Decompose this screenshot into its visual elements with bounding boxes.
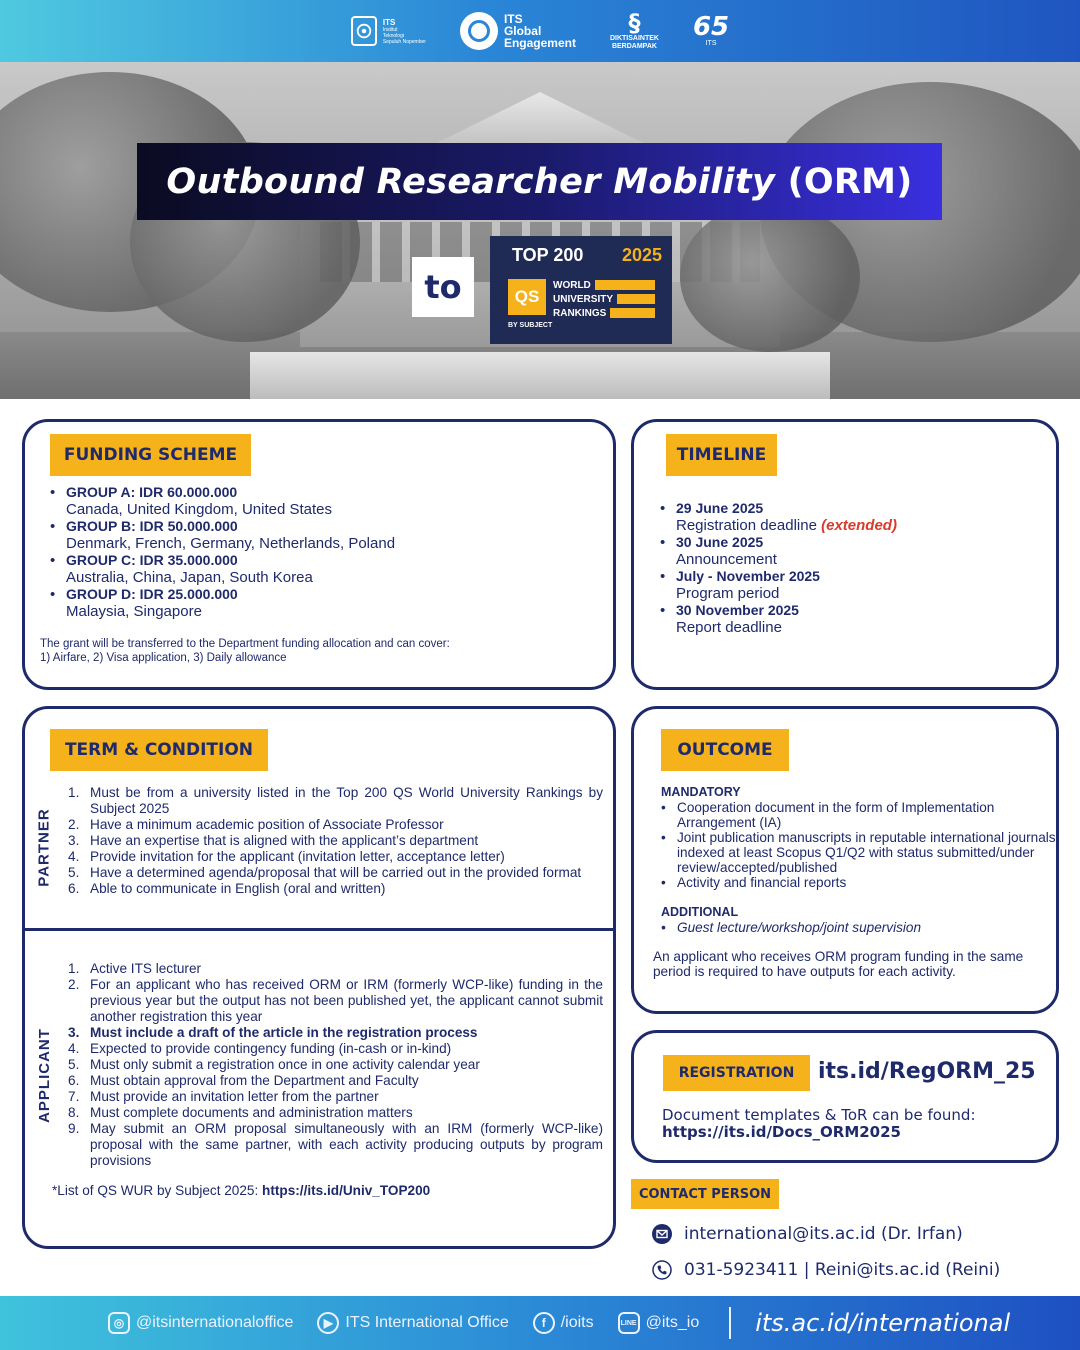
- list-item: • Cooperation document in the form of Implementation Arrangement (IA): [661, 800, 1056, 830]
- applicant-list: [68, 961, 603, 1169]
- list-item: Able to communicate in English (oral and written): [90, 881, 386, 896]
- list-item: Must be from a university listed in the Top 200 QS World University Rankings by Subject 2025: [90, 785, 603, 816]
- timeline-desc: Program period: [676, 585, 780, 602]
- line-link[interactable]: [618, 1312, 700, 1334]
- terms-card: [22, 706, 616, 1249]
- header-banner: [0, 0, 1080, 62]
- extended-badge: (extended): [821, 517, 897, 534]
- funding-group-countries: Denmark, French, Germany, Netherlands, Poland: [66, 535, 396, 552]
- youtube-handle: ITS International Office: [345, 1314, 509, 1331]
- list-item: Must only submit a registration once in one activity calendar year: [90, 1057, 480, 1072]
- footnote-prefix: *List of QS WUR by Subject 2025:: [52, 1183, 263, 1198]
- list-item: [50, 586, 395, 620]
- qs-sub-label: BY SUBJECT: [508, 322, 553, 329]
- funding-note: [40, 637, 450, 665]
- its-logo-line: Institut: [382, 26, 398, 33]
- funding-group-label: • GROUP A: IDR 60.000.000: [66, 484, 238, 500]
- list-item: [660, 500, 897, 534]
- doc-templates-text: Document templates & ToR can be found:: [662, 1106, 976, 1124]
- list-item: Have an expertise that is aligned with the applicant’s department: [90, 833, 479, 848]
- mandatory-list: [661, 800, 1056, 890]
- list-item: [50, 484, 395, 518]
- funding-group-label: • GROUP C: IDR 35.000.000: [66, 552, 238, 568]
- registration-link[interactable]: its.id/RegORM_25: [818, 1059, 1036, 1084]
- funding-list: [50, 484, 395, 620]
- funding-group-label: • GROUP D: IDR 25.000.000: [66, 586, 238, 602]
- list-item: • Guest lecture/workshop/joint supervision: [661, 920, 1056, 935]
- facebook-handle: /ioits: [560, 1314, 594, 1331]
- list-item: For an applicant who has received ORM or IRM (formerly WCP-like) funding in the previous year but the output has not been published yet, the applicant cannot submit another registration this year: [90, 977, 603, 1024]
- timeline-desc: Registration deadline: [676, 517, 817, 534]
- list-item: • Joint publication manuscripts in reputable international journals indexed at least Scopus Q1/Q2 with status submitted/under review/accepted/published: [661, 830, 1056, 875]
- qs-list-footnote: [52, 1183, 430, 1198]
- timeline-card: [631, 419, 1059, 690]
- timeline-desc: Report deadline: [676, 619, 782, 636]
- hero-tree: [680, 202, 860, 352]
- timeline-desc: Announcement: [676, 551, 777, 568]
- qs-year: 2025: [621, 245, 662, 265]
- additional-list: [661, 920, 1056, 935]
- qs-line: RANKINGS: [553, 307, 607, 319]
- global-engagement-logo: [460, 12, 576, 50]
- timeline-tag: TIMELINE: [666, 434, 777, 476]
- funding-group-countries: Malaysia, Singapore: [66, 603, 202, 620]
- facebook-icon: f: [533, 1312, 555, 1334]
- timeline-date: • 29 June 2025: [676, 500, 764, 516]
- funding-note-line: 1) Airfare, 2) Visa application, 3) Daily allowance: [40, 652, 287, 664]
- partner-label: PARTNER: [35, 808, 53, 887]
- contact-email[interactable]: international@its.ac.id (Dr. Irfan): [684, 1224, 963, 1244]
- its-logo-line: ITS: [382, 17, 396, 27]
- funding-group-countries: Australia, China, Japan, South Korea: [66, 569, 313, 586]
- list-item: Must include a draft of the article in the registration process: [90, 1025, 478, 1040]
- list-item: Have a minimum academic position of Associate Professor: [90, 817, 444, 832]
- registration-card: [631, 1030, 1059, 1163]
- funding-group-label: • GROUP B: IDR 50.000.000: [66, 518, 238, 534]
- diktisaintek-line: DIKTISAINTEK: [609, 35, 659, 42]
- partner-list: [68, 785, 603, 897]
- outcome-note: An applicant who receives ORM program funding in the same period is required to have outputs for each activity.: [653, 949, 1024, 979]
- applicant-label: APPLICANT: [35, 1028, 53, 1123]
- hero-photo: [0, 62, 1080, 399]
- line-app-icon: LINE: [618, 1312, 640, 1334]
- its-logo: [351, 16, 426, 46]
- ge-logo-line: ITS: [503, 12, 523, 26]
- youtube-icon: ▶: [317, 1312, 339, 1334]
- list-item: [50, 518, 395, 552]
- section-divider: [25, 928, 613, 931]
- list-item: Must obtain approval from the Department and Faculty: [90, 1073, 419, 1088]
- funding-note-line: The grant will be transferred to the Department funding allocation and can cover:: [40, 638, 450, 650]
- its-logo-line: Sepuluh Nopember: [382, 38, 426, 45]
- hero-pool: [250, 352, 830, 399]
- youtube-link[interactable]: [317, 1312, 508, 1334]
- timeline-date: • 30 June 2025: [676, 534, 764, 550]
- globe-icon: [460, 12, 498, 50]
- its-65-number: 65: [692, 12, 730, 42]
- footer-divider: [729, 1307, 731, 1339]
- list-item: May submit an ORM proposal simultaneously with an IRM (formerly WCP-like) proposal with the same partner, with each activity producing outputs by program provisions: [90, 1121, 603, 1168]
- timeline-list: [660, 500, 897, 636]
- list-item: Active ITS lecturer: [90, 961, 202, 976]
- timeline-date: • 30 November 2025: [676, 602, 799, 618]
- to-label: to: [412, 257, 474, 317]
- outcome-card: [631, 706, 1059, 1014]
- email-icon: [652, 1224, 672, 1244]
- outcome-tag: OUTCOME: [661, 729, 789, 771]
- its-65-label: ITS: [705, 40, 717, 47]
- list-item: Must provide an invitation letter from the partner: [90, 1089, 379, 1104]
- instagram-icon: ◎: [108, 1312, 130, 1334]
- funding-tag: FUNDING SCHEME: [50, 434, 251, 476]
- funding-card: [22, 419, 616, 690]
- list-item: Must complete documents and administration matters: [90, 1105, 413, 1120]
- its-65-logo: [693, 14, 729, 48]
- ge-logo-line: Global: [503, 24, 542, 38]
- list-item: [50, 552, 395, 586]
- qs-line: UNIVERSITY: [553, 293, 614, 305]
- qs-line: WORLD: [553, 279, 591, 291]
- additional-label: ADDITIONAL: [661, 905, 739, 919]
- terms-tag: TERM & CONDITION: [50, 729, 268, 771]
- list-item: Provide invitation for the applicant (invitation letter, acceptance letter): [90, 849, 505, 864]
- website-link[interactable]: its.ac.id/international: [755, 1309, 1011, 1337]
- contact-tag: CONTACT PERSON: [631, 1179, 779, 1209]
- instagram-link[interactable]: [108, 1312, 293, 1334]
- facebook-link[interactable]: [533, 1312, 594, 1334]
- contact-phone[interactable]: 031-5923411 | Reini@its.ac.id (Reini): [684, 1260, 1001, 1280]
- instagram-handle: @itsinternationaloffice: [136, 1314, 294, 1331]
- diktisaintek-swirl-icon: §: [628, 9, 641, 37]
- diktisaintek-line: BERDAMPAK: [611, 43, 657, 50]
- list-item: [660, 568, 897, 602]
- qs-ranking-badge: [490, 236, 672, 344]
- list-item: [660, 602, 897, 636]
- univ-top200-link[interactable]: https://its.id/Univ_TOP200: [262, 1183, 431, 1198]
- qs-logo-icon: QS: [508, 279, 546, 315]
- page-title: [137, 143, 942, 220]
- qs-top-label: TOP 200: [512, 245, 584, 265]
- ge-logo-line: Engagement: [503, 36, 576, 50]
- its-emblem-icon: [351, 16, 377, 46]
- doc-templates-link[interactable]: https://its.id/Docs_ORM2025: [662, 1123, 901, 1141]
- title-main: Outbound Researcher Mobility: [166, 161, 776, 202]
- registration-tag: REGISTRATION: [663, 1055, 810, 1091]
- mandatory-label: MANDATORY: [661, 785, 741, 799]
- timeline-date: • July - November 2025: [676, 568, 820, 584]
- footer-bar: [0, 1296, 1080, 1350]
- diktisaintek-logo: [610, 11, 659, 51]
- its-logo-line: Teknologi: [382, 32, 404, 39]
- contact-email-row: [652, 1224, 963, 1244]
- list-item: Expected to provide contingency funding (in-cash or in-kind): [90, 1041, 452, 1056]
- title-abbr: (ORM): [787, 161, 913, 202]
- list-item: • Activity and financial reports: [661, 875, 1056, 890]
- phone-icon: [652, 1260, 672, 1280]
- line-handle: @its_io: [645, 1314, 700, 1331]
- contact-phone-row: [652, 1260, 1000, 1280]
- list-item: Have a determined agenda/proposal that will be carried out in the provided format: [90, 865, 582, 880]
- list-item: [660, 534, 897, 568]
- funding-group-countries: Canada, United Kingdom, United States: [66, 501, 332, 518]
